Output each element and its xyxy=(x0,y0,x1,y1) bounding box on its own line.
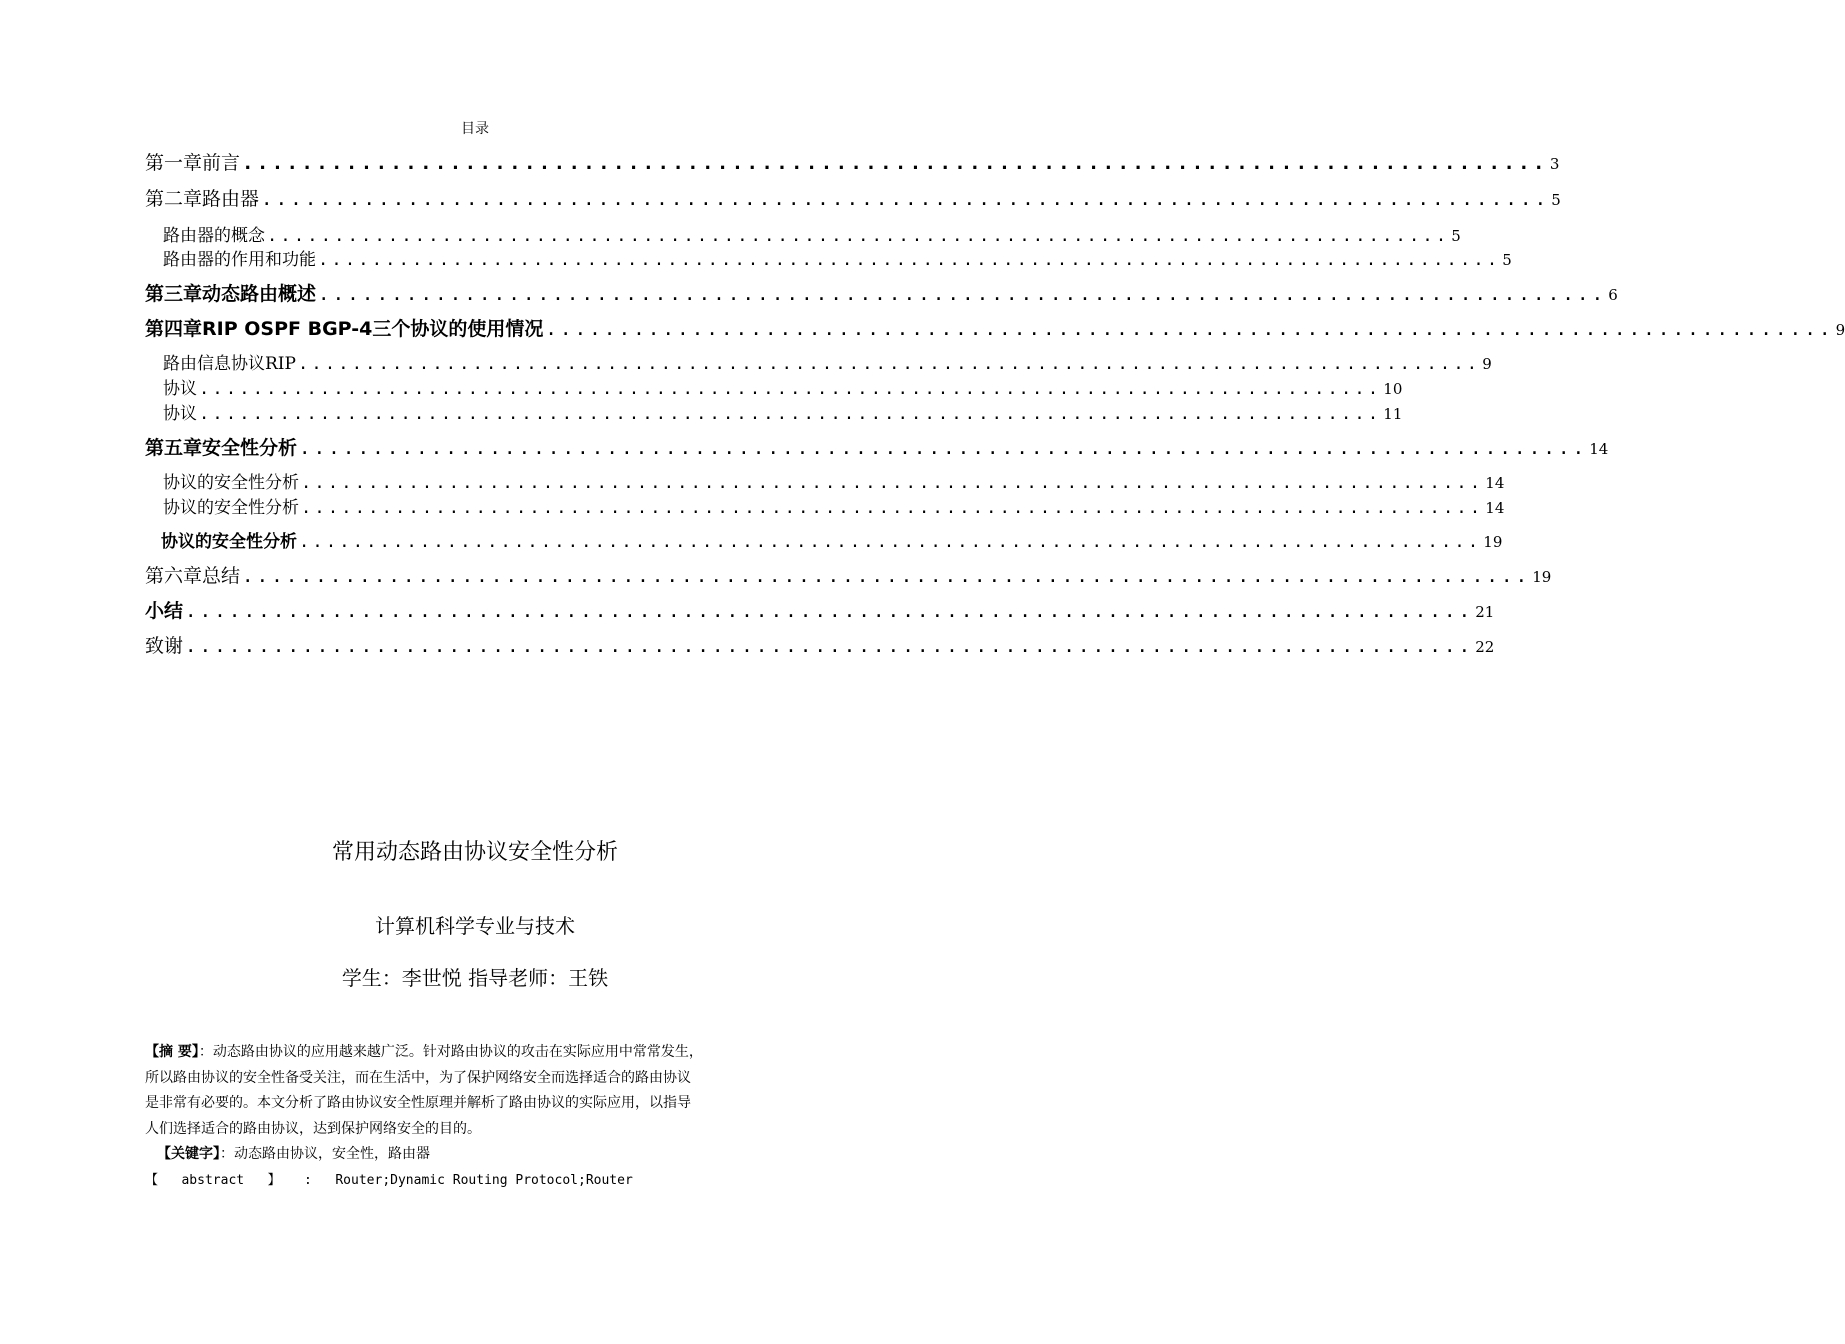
toc-entry-label: 第二章路由器 xyxy=(145,188,260,210)
toc-entry-page: 9 xyxy=(1482,355,1492,373)
toc-leader: ........................................................................................ xyxy=(545,318,1834,340)
abstract-tag: 【摘 要】 xyxy=(145,1044,199,1060)
keywords-tag: 【关键字】 xyxy=(157,1146,220,1162)
paper-title: 常用动态路由协议安全性分析 xyxy=(331,840,618,865)
toc-leader: ........................................................................................ xyxy=(318,250,1501,270)
toc-leader: ........................................................................................ xyxy=(267,226,1450,246)
toc-entry-label: 致谢 xyxy=(145,635,184,657)
toc-leader: ........................................................................................ xyxy=(297,354,1481,374)
paper-major: 计算机科学专业与技术 xyxy=(375,914,575,938)
paper-authors: 学生：李世悦 指导老师：王铁 xyxy=(341,966,609,990)
toc-entry-label: 第三章动态路由概述 xyxy=(145,283,317,305)
toc-entry-label: 小结 xyxy=(145,600,184,622)
toc-leader: ........................................................................................ xyxy=(185,635,1474,657)
abstract-line: 人们选择适合的路由协议，达到保护网络安全的目的。 xyxy=(145,1120,481,1137)
toc-entry[interactable] xyxy=(145,314,1845,341)
toc-entry-label: 路由器的概念 xyxy=(163,226,265,246)
toc-leader: ........................................................................................ xyxy=(242,152,1548,174)
keywords-text: ：动态路由协议，安全性，路由器 xyxy=(220,1146,430,1162)
toc-entry[interactable] xyxy=(145,631,1495,658)
toc-entry[interactable] xyxy=(145,493,1505,518)
toc-entry[interactable] xyxy=(145,561,1552,588)
toc-entry[interactable] xyxy=(145,221,1461,246)
toc-leader: ........................................................................................ xyxy=(185,600,1474,622)
toc-entry-label: 第四章RIP OSPF BGP-4三个协议的使用情况 xyxy=(145,318,544,340)
toc-leader: ........................................................................................ xyxy=(318,283,1607,305)
abstract-line: 所以路由协议的安全性备受关注，而在生活中，为了保护网络安全而选择适合的路由协议 xyxy=(145,1069,691,1086)
toc-entry[interactable] xyxy=(145,349,1492,374)
toc-entry-label: 第一章前言 xyxy=(145,152,241,174)
toc-leader: ........................................................................................ xyxy=(299,437,1588,459)
toc-leader: ........................................................................................ xyxy=(301,498,1484,518)
toc-title: 目录 xyxy=(461,121,489,137)
toc-entry-label: 路由器的作用和功能 xyxy=(163,250,316,270)
toc-entry-page: 22 xyxy=(1475,638,1495,656)
toc-entry-page: 19 xyxy=(1483,533,1503,551)
toc-entry-page: 3 xyxy=(1549,155,1560,173)
toc-entry[interactable] xyxy=(145,245,1512,270)
toc-leader: ........................................................................................ xyxy=(199,404,1382,424)
abstract-line xyxy=(145,1040,815,1066)
toc-entry-label: 协议的安全性分析 xyxy=(161,532,297,552)
toc-entry-page: 5 xyxy=(1451,227,1461,245)
keywords-line xyxy=(145,1142,815,1168)
toc-leader: ........................................................................................ xyxy=(261,188,1550,210)
toc-entry-page: 11 xyxy=(1383,405,1403,423)
toc-leader: ........................................................................................ xyxy=(242,565,1531,587)
toc-entry[interactable] xyxy=(145,527,1503,552)
toc-entry-label: 第六章总结 xyxy=(145,565,241,587)
toc-entry[interactable] xyxy=(145,374,1403,399)
toc-entry[interactable] xyxy=(145,399,1403,424)
toc-entry-page: 10 xyxy=(1383,380,1403,398)
toc-entry-page: 14 xyxy=(1589,440,1609,458)
toc-entry-page: 5 xyxy=(1551,191,1561,209)
toc-entry[interactable] xyxy=(145,279,1618,306)
toc-entry-page: 6 xyxy=(1608,286,1618,304)
toc-entry-label: 第五章安全性分析 xyxy=(145,437,298,459)
toc-entry-label: 协议 xyxy=(163,379,197,399)
toc-entry-page: 14 xyxy=(1485,474,1505,492)
toc-entry-label: 协议的安全性分析 xyxy=(163,473,299,493)
toc-leader: ........................................................................................ xyxy=(301,473,1484,493)
toc-entry[interactable] xyxy=(145,468,1505,493)
toc-entry-page: 19 xyxy=(1532,568,1552,586)
toc-entry-page: 5 xyxy=(1502,251,1512,269)
toc-entry-label: 协议 xyxy=(163,404,197,424)
abstract-text: ：动态路由协议的应用越来越广泛。针对路由协议的攻击在实际应用中常常发生， xyxy=(198,1044,703,1060)
abstract-line: 是非常有必要的。本文分析了路由协议安全性原理并解析了路由协议的实际应用，以指导 xyxy=(145,1095,691,1111)
toc-leader: ........................................................................................ xyxy=(199,379,1382,399)
toc-entry[interactable] xyxy=(145,184,1561,211)
toc-entry-page: 21 xyxy=(1475,603,1495,621)
toc-entry-page: 9 xyxy=(1835,321,1845,339)
toc-leader: ........................................................................................ xyxy=(299,532,1482,552)
toc-entry-page: 14 xyxy=(1485,499,1505,517)
english-abstract-line: 【 abstract 】 : Router;Dynamic Routing Protocol;Router xyxy=(145,1172,633,1188)
toc-entry[interactable] xyxy=(145,148,1560,175)
toc-entry[interactable] xyxy=(145,596,1495,623)
toc-entry-label: 路由信息协议RIP xyxy=(163,354,296,374)
toc-entry[interactable] xyxy=(145,433,1609,460)
abstract-block xyxy=(145,1040,815,1193)
toc-entry-label: 协议的安全性分析 xyxy=(163,498,299,518)
